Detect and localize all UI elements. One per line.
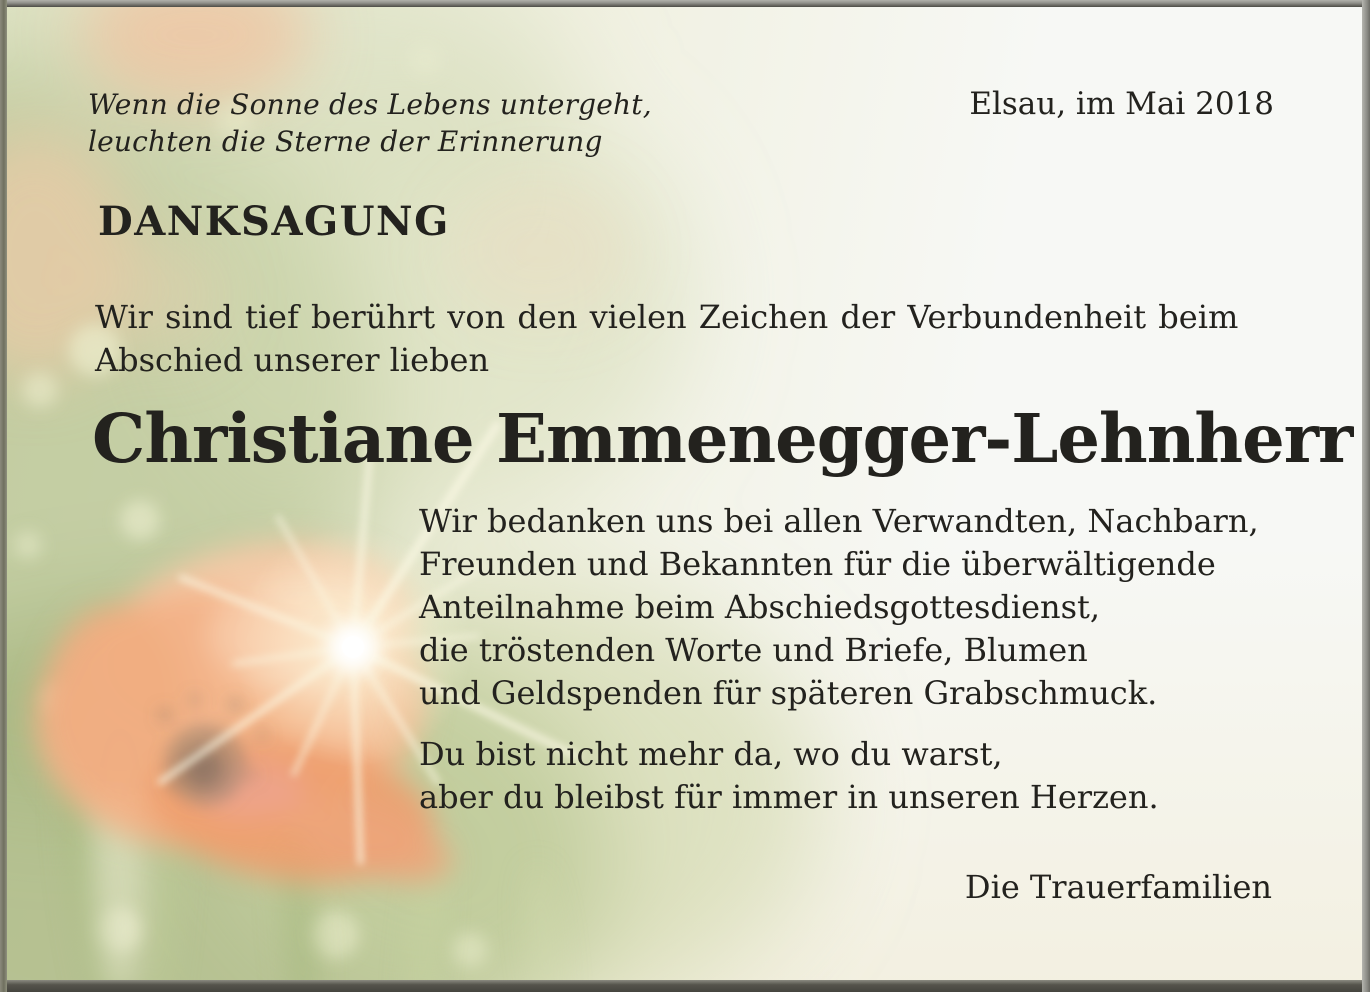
- deceased-name: Christiane Emmenegger-Lehnherr: [92, 399, 1353, 478]
- intro-line-2: Abschied unserer lieben: [95, 341, 490, 379]
- memorial-quote: [88, 86, 652, 160]
- scan-edge-right: [1362, 0, 1370, 992]
- scan-edge-left: [0, 0, 7, 992]
- thanks-line-2: Freunden und Bekannten für die überwältigende: [419, 545, 1216, 583]
- scan-edge-top: [0, 0, 1370, 7]
- verse-line-1: Du bist nicht mehr da, wo du warst,: [419, 735, 1003, 773]
- thanks-line-4: die tröstenden Worte und Briefe, Blumen: [419, 631, 1088, 669]
- thanks-line-5: und Geldspenden für späteren Grabschmuck.: [419, 674, 1158, 712]
- scan-edge-bottom: [0, 980, 1370, 992]
- thanks-paragraph: [419, 500, 1259, 715]
- thanks-line-3: Anteilnahme beim Abschiedsgottesdienst,: [419, 588, 1101, 626]
- verse-paragraph: [419, 733, 1159, 819]
- intro-line-1: Wir sind tief berührt von den vielen Zeichen der Verbundenheit beim: [95, 298, 1239, 336]
- verse-line-2: aber du bleibst für immer in unseren Herzen.: [419, 778, 1159, 816]
- place-dateline: Elsau, im Mai 2018: [969, 86, 1274, 122]
- thanks-line-1: Wir bedanken uns bei allen Verwandten, Nachbarn,: [419, 502, 1259, 540]
- intro-paragraph: [95, 296, 1238, 382]
- quote-line-2: leuchten die Sterne der Erinnerung: [88, 125, 603, 158]
- quote-line-1: Wenn die Sonne des Lebens untergeht,: [88, 88, 652, 121]
- page-title: DANKSAGUNG: [98, 198, 450, 245]
- signature: Die Trauerfamilien: [964, 868, 1272, 906]
